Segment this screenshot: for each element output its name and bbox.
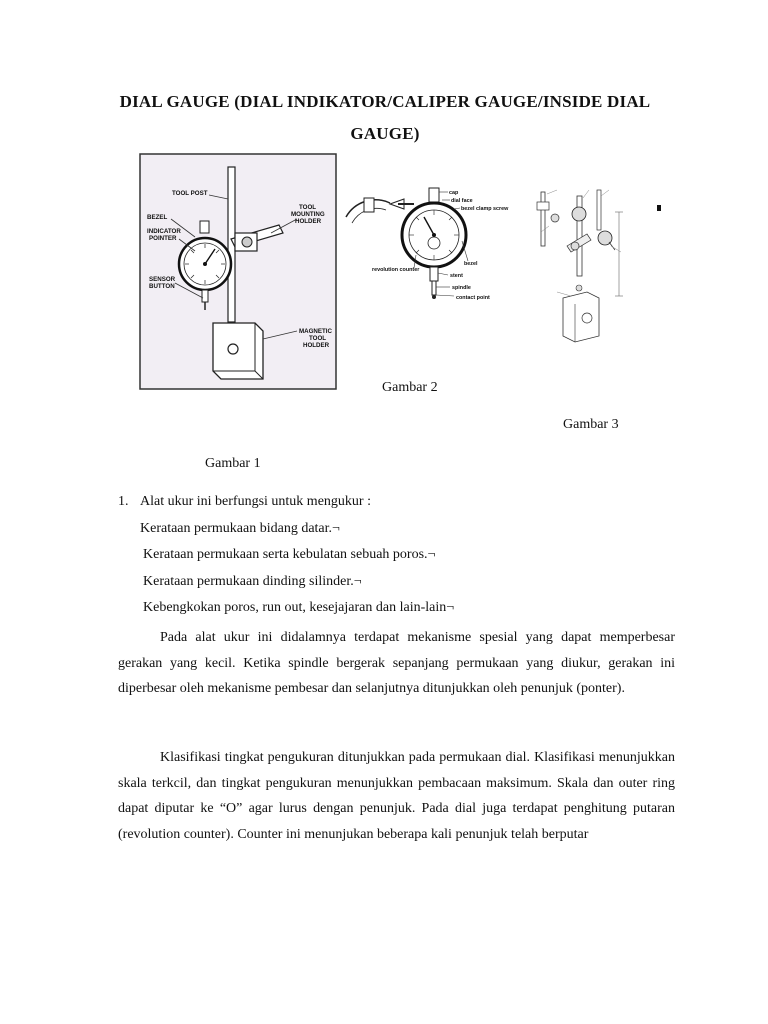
list-item: Kebengkokan poros, run out, kesejajaran dan lain-lain¬	[143, 600, 455, 615]
paragraph-mechanism: Pada alat ukur ini didalamnya terdapat mekanisme spesial yang dapat memperbesar gerakan yang kecil. Ketika spindle bergerak sepanjang permukaan yang diukur, gerakan ini diperbesar oleh mekanisme pembesar dan selanjutnya ditunjukkan oleh penunjuk (ponter).	[118, 630, 675, 696]
fig2-label-contact-point: contact point	[456, 295, 490, 301]
list-item: Kerataan permukaan dinding silinder.¬	[143, 573, 362, 589]
fig2-label-dial-face: dial face	[451, 198, 473, 204]
fig2-label-bezel: bezel	[464, 261, 478, 267]
list-intro-line	[118, 489, 454, 516]
fig1-label-magnetic: MAGNETIC	[299, 328, 332, 335]
fig1-label-bezel: BEZEL	[147, 214, 168, 221]
figure-2-caption: Gambar 2	[382, 380, 438, 395]
fig2-label-spindle: spindle	[452, 285, 471, 291]
fig2-label-bezel-clamp-screw: bezel clamp screw	[461, 206, 509, 212]
list-item: Kerataan permukaan bidang datar.¬	[140, 520, 340, 536]
figure-2-dial-gauge-parts	[344, 183, 520, 305]
list-number: 1.	[118, 494, 129, 509]
fig1-label-holder: HOLDER	[295, 218, 322, 225]
figure-3-inside-dial-gauge	[527, 186, 672, 346]
fig2-label-cap: cap	[449, 190, 459, 196]
fig1-label-tool-post: TOOL POST	[172, 190, 208, 197]
numbered-list	[118, 489, 454, 622]
paragraph-classification: Klasifikasi tingkat pengukuran ditunjukkan pada permukaan dial. Klasifikasi menunjukkan skala terkcil, dan tingkat pengukuran menunjukkan pembacaan maksimum. Skala dan outer ring dapat diputar ke “O” agar lurus dengan penunjuk. Pada dial juga terdapat penghitung putaran (revolution counter). Counter ini menunjukan beberapa kali penunjuk telah berputar	[118, 750, 675, 842]
page-title: DIAL GAUGE (DIAL INDIKATOR/CALIPER GAUGE/INSIDE DIAL GAUGE)	[119, 92, 651, 143]
figure-1-dial-gauge-stand	[139, 153, 337, 390]
fig1-label-mounting: MOUNTING	[291, 211, 325, 218]
figure-1-caption: Gambar 1	[205, 456, 261, 471]
list-intro: Alat ukur ini berfungsi untuk mengukur :	[140, 494, 371, 509]
figure-3-caption: Gambar 3	[563, 417, 619, 432]
fig1-label-magnetic-holder: HOLDER	[303, 342, 330, 349]
fig1-label-sensor: SENSOR	[149, 276, 176, 283]
fig1-label-tool: TOOL	[299, 204, 317, 211]
list-item: Kerataan permukaan serta kebulatan sebuah poros.¬	[143, 547, 436, 562]
fig2-label-stent: stent	[450, 273, 463, 279]
fig1-label-magnetic-tool: TOOL	[309, 335, 327, 342]
fig1-label-indicator: INDICATOR	[147, 228, 181, 235]
fig1-label-pointer: POINTER	[149, 235, 177, 242]
fig1-label-button: BUTTON	[149, 283, 175, 290]
fig2-label-revolution-counter: revolution counter	[372, 267, 420, 273]
